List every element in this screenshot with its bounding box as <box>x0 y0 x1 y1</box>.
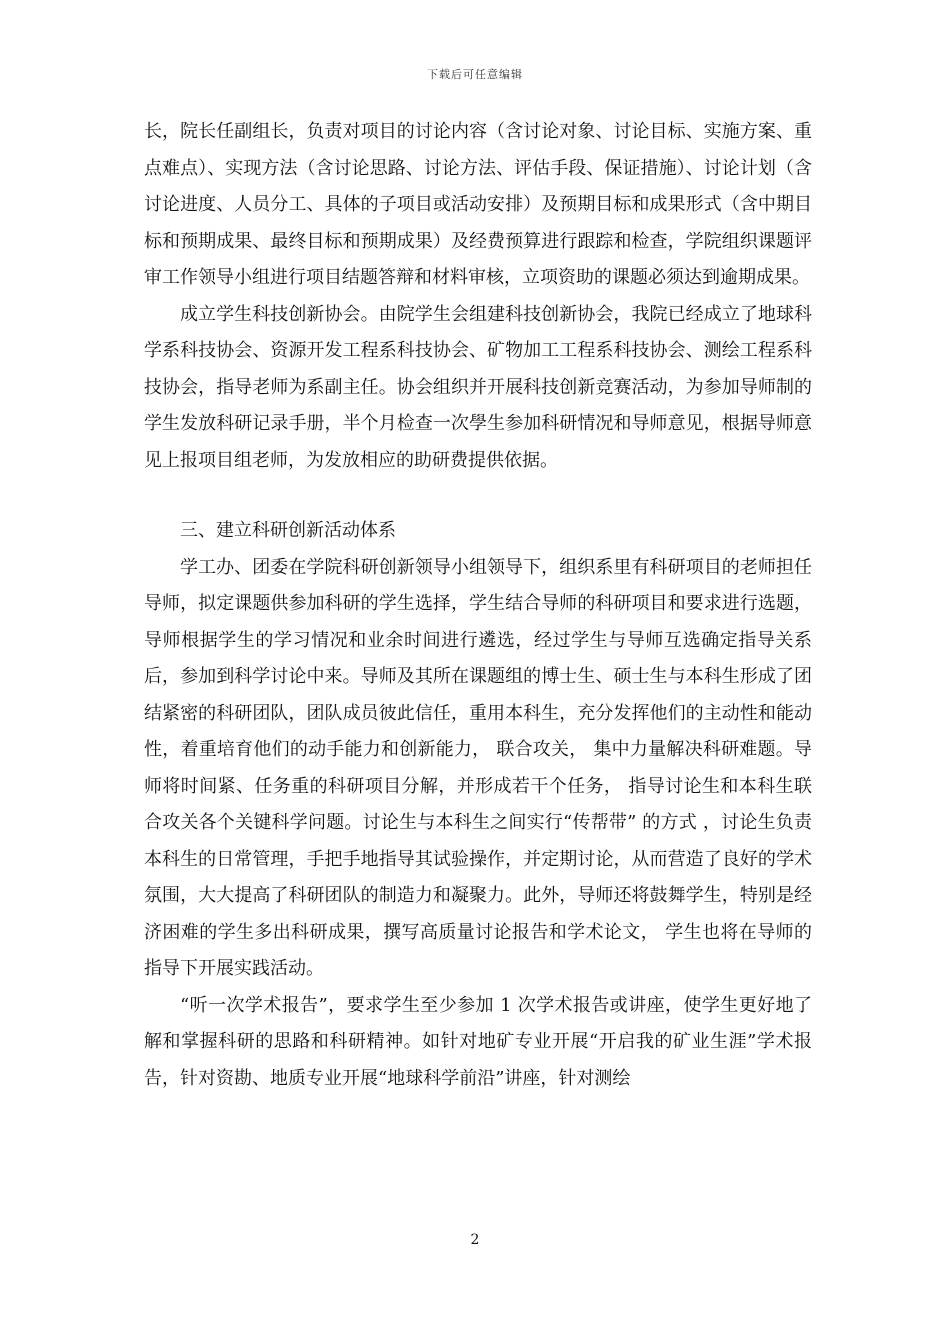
section-heading: 三、建立科研创新活动体系 <box>180 520 396 541</box>
page-header: 下载后可任意编辑 <box>427 68 523 81</box>
paragraph-continued: 长，院长任副组长，负责对项目的讨论内容（含讨论对象、讨论目标、实施方案、重点难点）、实现方法（含讨论思路、讨论方法、评估手段、保证措施）、讨论计划（含讨论进度、人员分工、具体的子项目或活动安排）及预期目标和成果形式（含中期目标和预期成果、最终目标和预期成果）及经费预算进行跟踪和检查，学院组织课题评审工作领导小组进行项目结题答辩和材料审核，立项资助的课题必须达到逾期成果。 <box>144 121 812 288</box>
paragraph-research-system: 学工办、团委在学院科研创新领导小组领导下，组织系里有科研项目的老师担任导师，拟定课题供参加科研的学生选择，学生结合导师的科研项目和要求进行选题，导师根据学生的学习情况和业余时间进行遴选，经过学生与导师互选确定指导关系后，参加到科学讨论中来。导师及其所在课题组的博士生、硕士生与本科生形成了团结紧密的科研团队，团队成员彼此信任，重用本科生，充分发挥他们的主动性和能动性，着重培育他们的动手能力和创新能力， 联合攻关， 集中力量解决科研难题。导师将时间紧、任务重的科研项目分解，并形成若干个任务， 指导讨论生和本科生联合攻关各个关键科学问题。讨论生与本科生之间实行“传帮带” 的方式 ，讨论生负责本科生的日常管理，手把手地指导其试验操作，并定期讨论，从而营造了良好的学术氛围，大大提高了科研团队的制造力和凝聚力。此外，导师还将鼓舞学生，特别是经济困难的学生多出科研成果，撰写高质量讨论报告和学术论文， 学生也将在导师的指导下开展实践活动。 <box>144 556 812 979</box>
paragraph-academic-report: “听一次学术报告”，要求学生至少参加 1 次学术报告或讲座，使学生更好地了解和掌握科研的思路和科研精神。如针对地矿专业开展“开启我的矿业生涯”学术报告，针对资勘、地质专业开展“地球科学前沿”讲座，针对测绘 <box>144 994 812 1089</box>
paragraph-innovation-association: 成立学生科技创新协会。由院学生会组建科技创新协会，我院已经成立了地球科学系科技协会、资源开发工程系科技协会、矿物加工工程系科技协会、测绘工程系科技协会，指导老师为系副主任。协会组织并开展科技创新竞赛活动，为参加导师制的学生发放科研记录手册，半个月检查一次學生参加科研情况和导师意见，根据导师意见上报项目组老师，为发放相应的助研费提供依据。 <box>144 303 812 471</box>
page-number: 2 <box>470 1232 480 1248</box>
document-body <box>144 114 812 1097</box>
